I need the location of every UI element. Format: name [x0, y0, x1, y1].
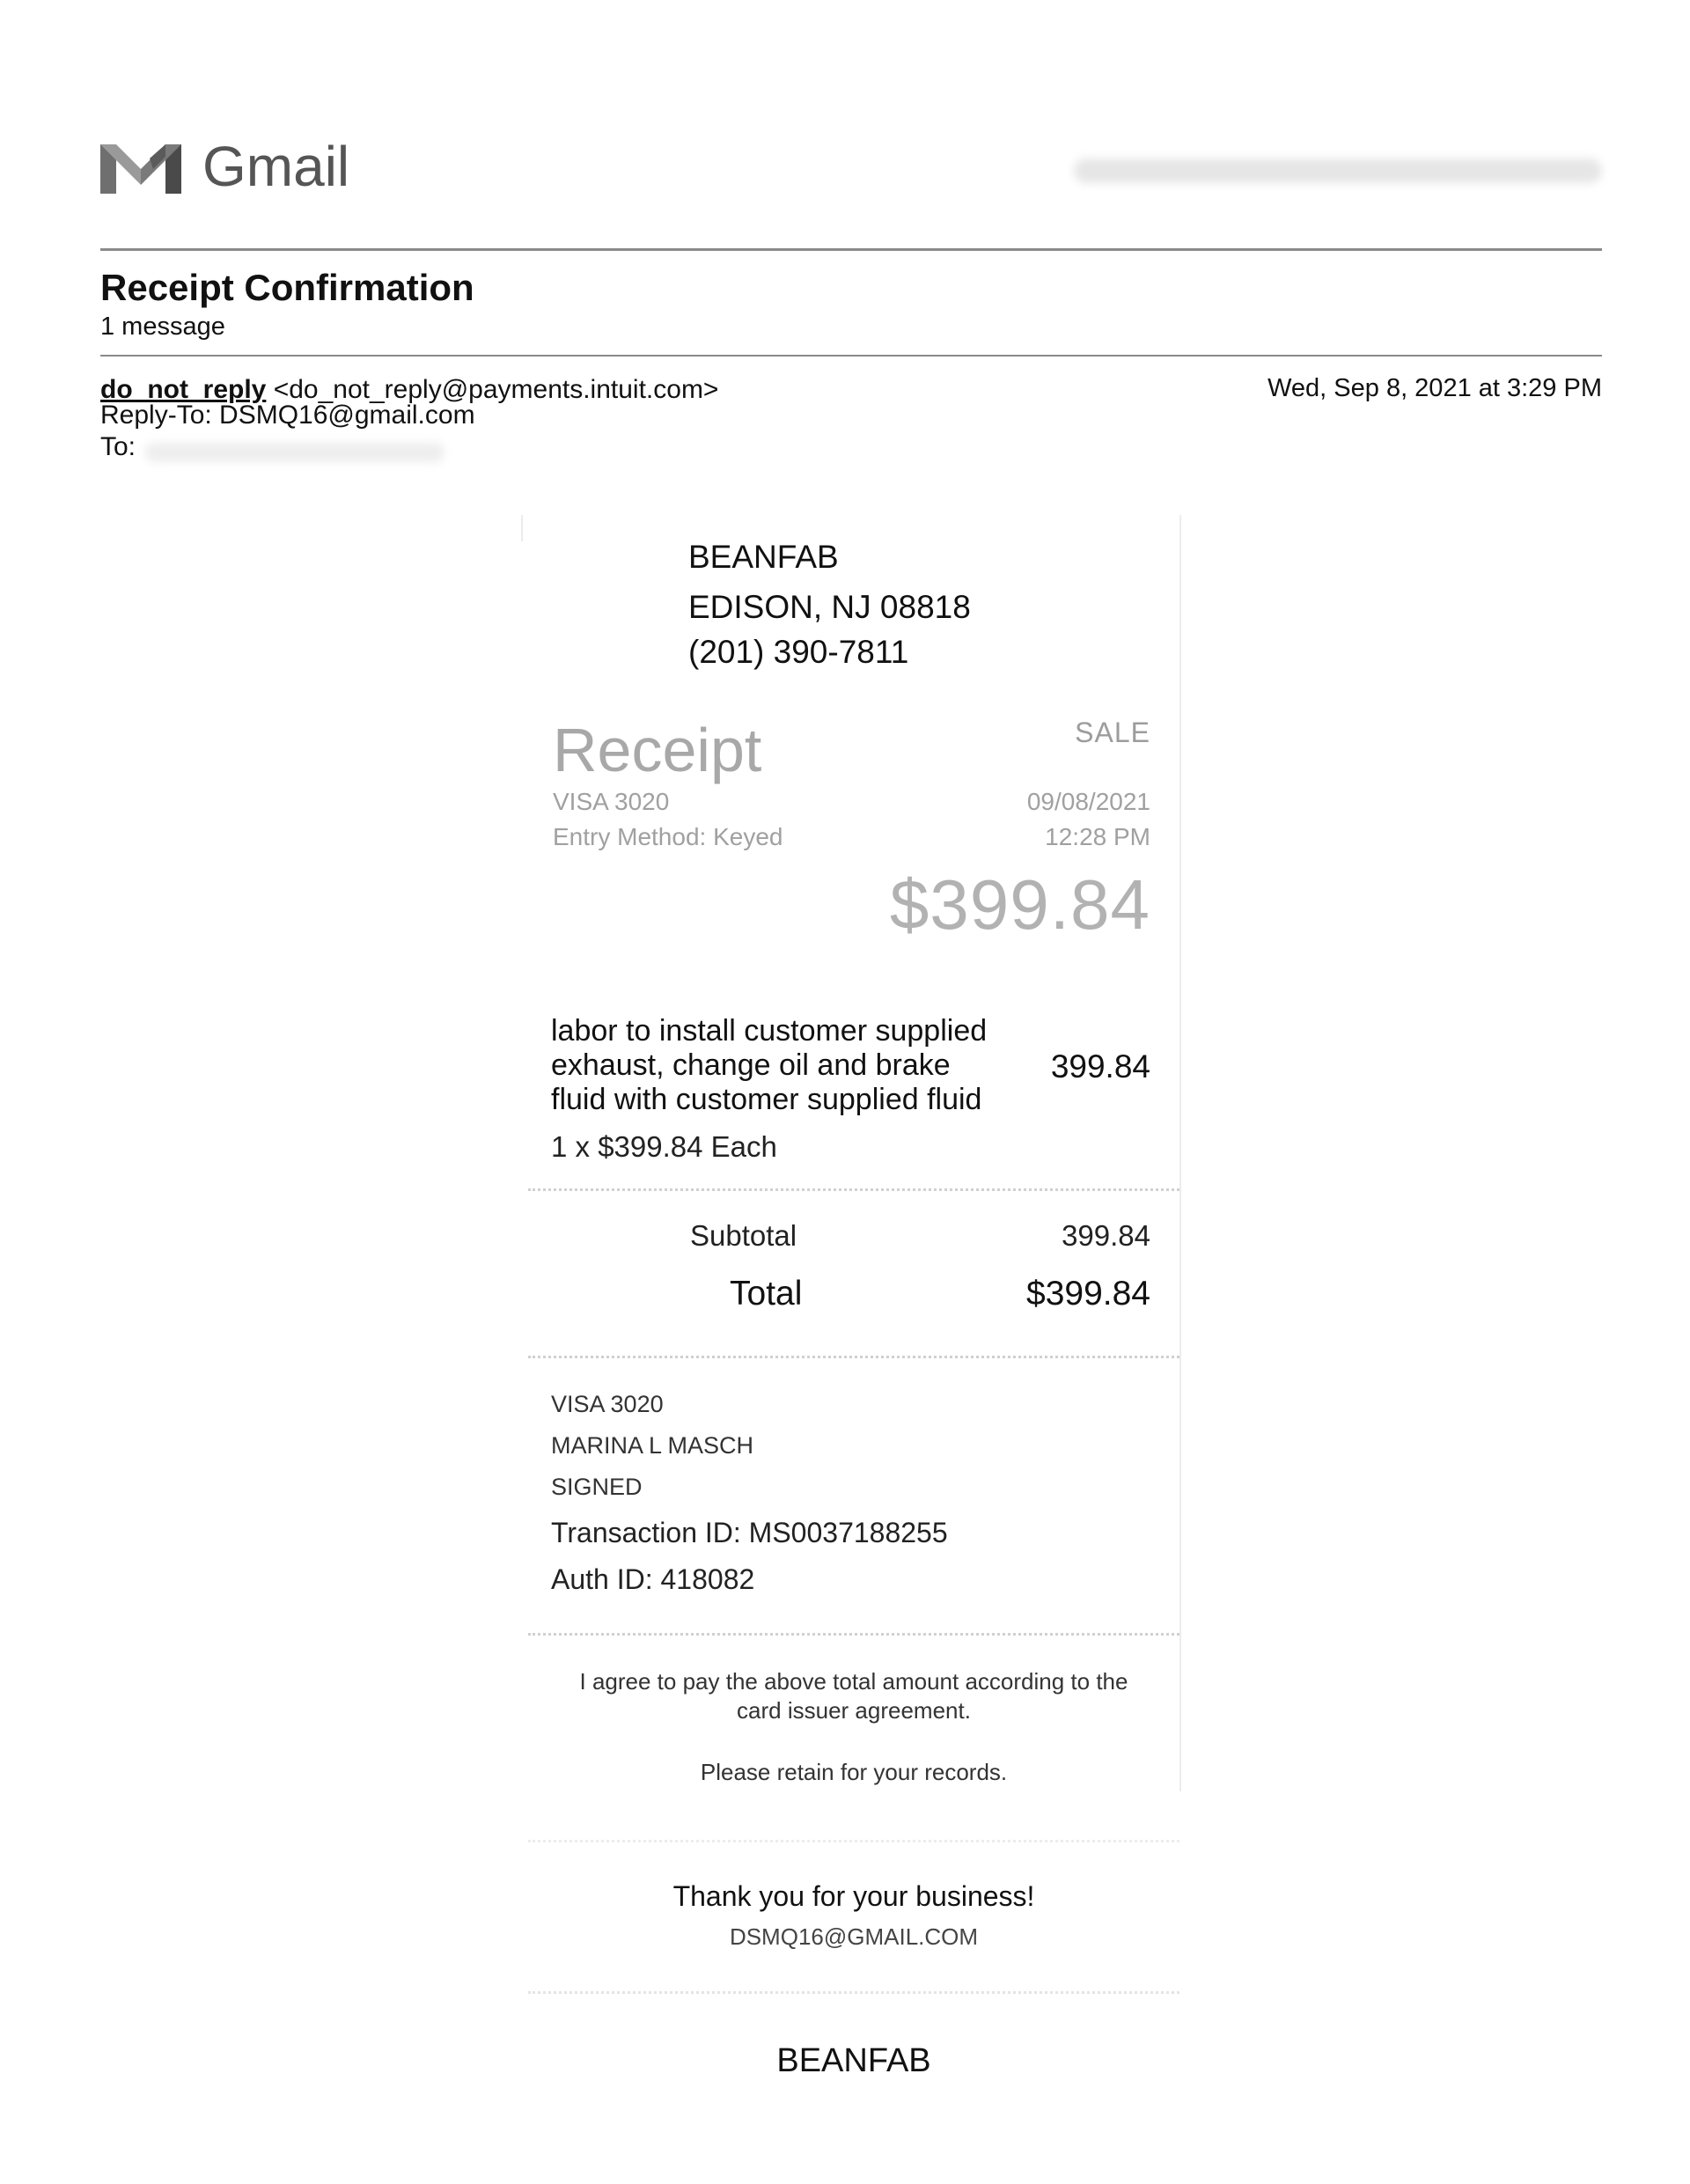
subtotal-label: Subtotal — [690, 1219, 797, 1252]
item-quantity: 1 x $399.84 Each — [551, 1130, 777, 1163]
item-description-line: exhaust, change oil and brake — [551, 1048, 951, 1082]
agreement-text — [528, 1667, 1179, 1725]
redacted-recipient — [145, 443, 445, 462]
signature-status: SIGNED — [551, 1474, 643, 1500]
thread-subject: Receipt Confirmation — [100, 267, 474, 308]
footer-email[interactable]: DSMQ16@GMAIL.COM — [729, 1923, 979, 1950]
divider — [528, 1633, 1179, 1636]
sender-email[interactable]: <do_not_reply@payments.intuit.com> — [273, 375, 719, 404]
cardholder-name: MARINA L MASCH — [551, 1432, 754, 1459]
reply-to: Reply-To: DSMQ16@gmail.com — [100, 401, 475, 430]
receipt-edge-left — [521, 515, 523, 541]
receipt-time: 12:28 PM — [1045, 823, 1150, 850]
transaction-id: Transaction ID: MS0037188255 — [551, 1517, 948, 1548]
divider — [528, 1188, 1179, 1191]
receipt-title: Receipt — [553, 716, 762, 784]
store-city: EDISON, NJ 08818 — [688, 589, 971, 625]
store-name: BEANFAB — [688, 539, 839, 575]
receipt-date: 09/08/2021 — [1026, 788, 1150, 815]
divider — [528, 1356, 1179, 1358]
footer-store-name: BEANFAB — [776, 2042, 931, 2079]
item-price: 399.84 — [1050, 1048, 1150, 1085]
receipt-edge-right — [1179, 515, 1181, 1791]
redacted-account — [1074, 158, 1602, 183]
agreement-line: card issuer agreement. — [737, 1697, 971, 1724]
retain-note: Please retain for your records. — [700, 1759, 1008, 1785]
message-count: 1 message — [100, 313, 225, 341]
total-label: Total — [730, 1275, 803, 1313]
auth-id: Auth ID: 418082 — [551, 1563, 755, 1595]
divider — [528, 1991, 1179, 1994]
total-value: $399.84 — [1026, 1275, 1150, 1313]
divider — [528, 1840, 1179, 1842]
header-divider — [100, 248, 1602, 251]
card-info: VISA 3020 — [553, 788, 670, 815]
thread-divider — [100, 355, 1602, 357]
agreement-line: I agree to pay the above total amount according to the — [579, 1668, 1128, 1695]
item-description-line: labor to install customer supplied — [551, 1014, 988, 1048]
sender-name[interactable]: do_not_reply — [100, 375, 267, 404]
item-description-line: fluid with customer supplied fluid — [551, 1083, 982, 1116]
gmail-logo-icon — [100, 139, 181, 197]
transaction-type: SALE — [1075, 717, 1150, 748]
receipt-amount: $399.84 — [889, 865, 1150, 944]
subtotal-value: 399.84 — [1062, 1219, 1150, 1252]
entry-method: Entry Method: Keyed — [553, 823, 783, 850]
item-description — [551, 1014, 1009, 1117]
to-label: To: — [100, 432, 136, 461]
message-date: Wed, Sep 8, 2021 at 3:29 PM — [1268, 374, 1602, 402]
store-phone: (201) 390-7811 — [688, 634, 909, 670]
payment-card: VISA 3020 — [551, 1391, 664, 1417]
app-name: Gmail — [202, 135, 350, 198]
sender-line — [100, 377, 718, 403]
thank-you-message: Thank you for your business! — [672, 1880, 1035, 1912]
